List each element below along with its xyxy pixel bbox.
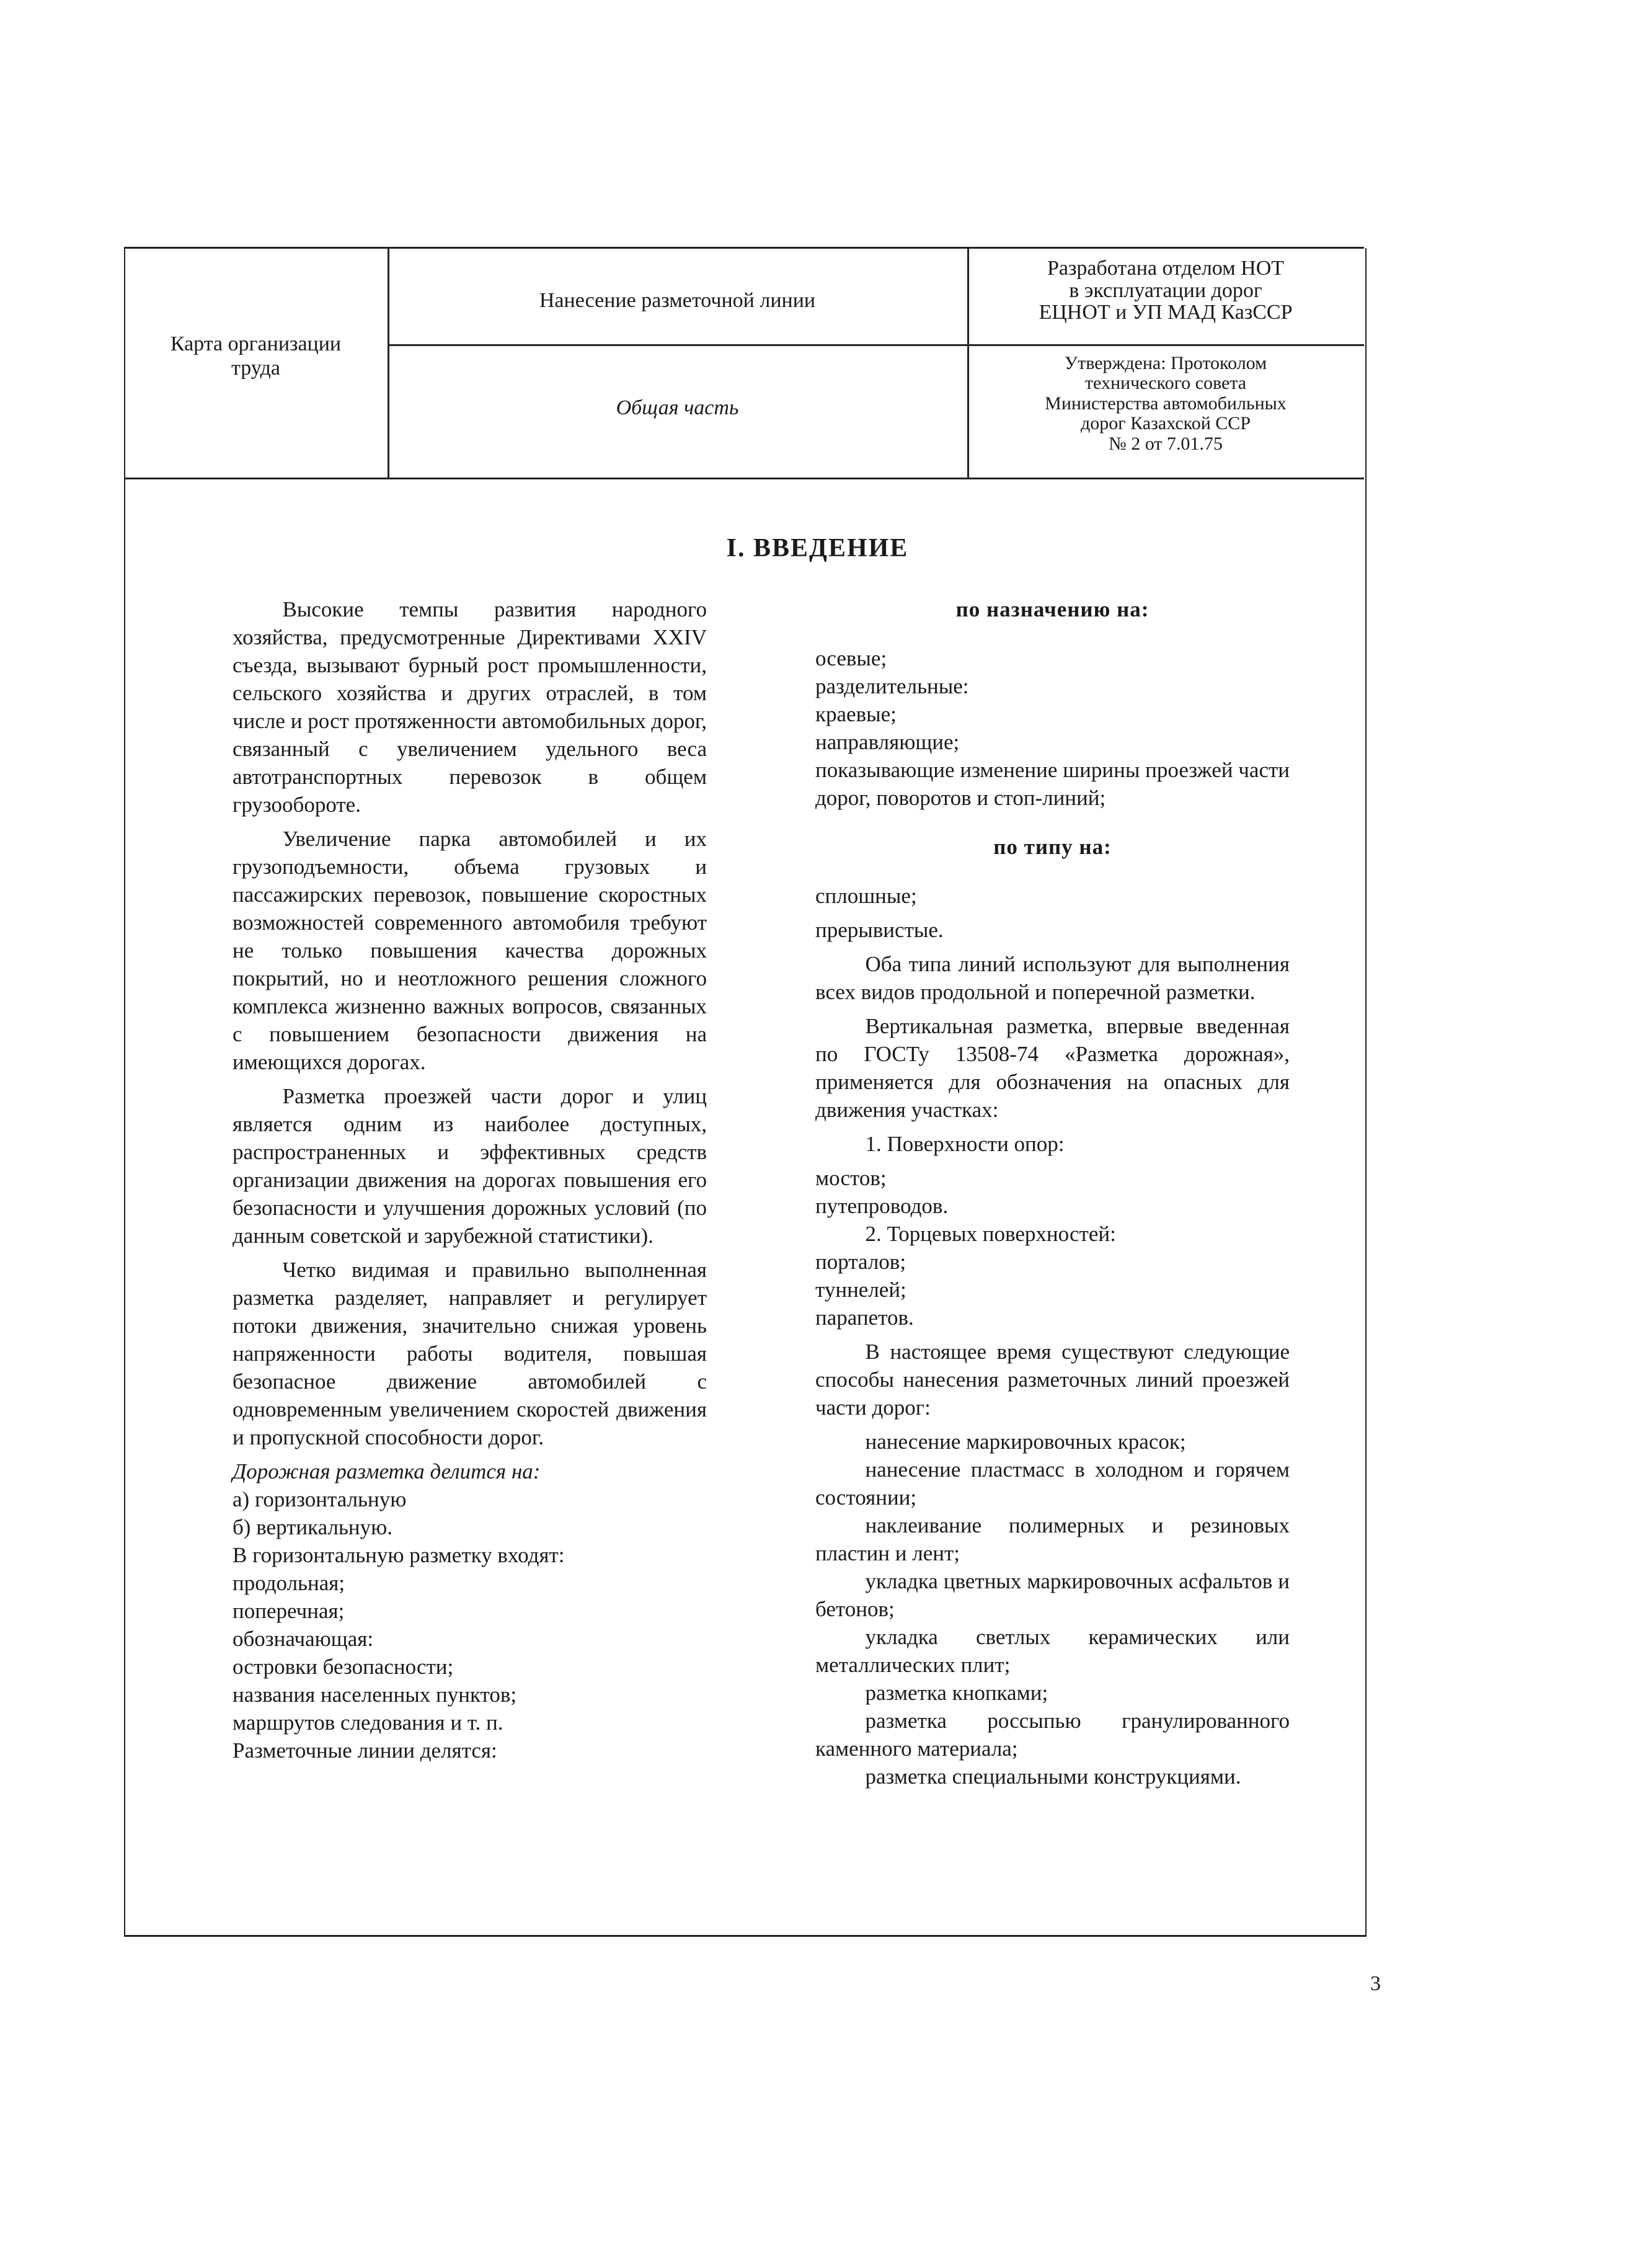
list-item: укладка светлых керамических или металлических плит; (815, 1625, 1290, 1677)
list-item: парапетов. (815, 1305, 914, 1330)
list-item: Разметочные линии делятся: (233, 1738, 497, 1763)
list-item: продольная; (233, 1571, 345, 1595)
list-item: сплошные; (815, 884, 917, 908)
list-item: мостов; (815, 1166, 887, 1190)
list-item: разметка россыпью гранулированного каменного материала; (815, 1709, 1290, 1761)
header-center-top: Нанесение разметочной линии (539, 289, 816, 312)
paragraph: Четко видимая и правильно выполненная разметка разделяет, направляет и регулирует потоки движения, значительно снижая уровень напряженности работы водителя, повышая безопасное движение автомобилей с одновременным увеличением скоростей движения и пропускной способности дорог. (233, 1258, 707, 1449)
header-right-top: Разработана отделом НОТ в эксплуатации дорог ЕЦНОТ и УП МАД КазССР (1039, 257, 1293, 324)
list-item: туннелей; (815, 1278, 906, 1302)
list-item: прерывистые. (815, 918, 944, 942)
header-center-bottom: Общая часть (616, 396, 739, 419)
list-item: разметка специальными конструкциями. (865, 1764, 1241, 1789)
list-item: а) горизонтальную (233, 1487, 407, 1511)
paragraph: В настоящее время существуют следующие способы нанесения разметочных линий проезжей части дорог: (815, 1340, 1290, 1420)
section-subheading: по типу на: (993, 835, 1112, 859)
paragraph: Высокие темпы развития народного хозяйства, предусмотренные Директивами XXIV съезда, вызывают бурный рост промышленности, сельского хозяйства и других отраслей, в том числе и рост протяженности автомобильных дорог, связанный с увеличением удельного веса автотранспортных перевозок в общем грузообороте. (233, 597, 707, 817)
paragraph: Вертикальная разметка, впервые введенная по ГОСТу 13508-74 «Разметка дорожная», применяется для обозначения на опасных для движения участках: (815, 1014, 1290, 1122)
list-item: направляющие; (815, 730, 960, 754)
header-mid-rule (388, 344, 1364, 346)
list-item: б) вертикальную. (233, 1515, 393, 1539)
list-item: путепроводов. (815, 1194, 949, 1218)
list-item: укладка цветных маркировочных асфальтов и бетонов; (815, 1569, 1290, 1621)
left-column (233, 595, 707, 1764)
list-item: осевые; (815, 646, 887, 670)
list-item: В горизонтальную разметку входят: (233, 1543, 565, 1567)
list-item: 1. Поверхности опор: (865, 1132, 1065, 1156)
list-item: разметка кнопками; (865, 1681, 1048, 1705)
list-item: островки безопасности; (233, 1655, 454, 1679)
header-right-bottom: Утверждена: Протоколом технического совета Министерства автомобильных дорог Казахской ССР № 2 от 7.01.75 (1045, 353, 1287, 454)
list-item: нанесение пластмасс в холодном и горячем состоянии; (815, 1457, 1290, 1510)
list-item: Дорожная разметка делится на: (233, 1459, 541, 1483)
list-item: разделительные: (815, 674, 969, 698)
page-title: I. ВВЕДЕНИЕ (726, 534, 909, 563)
page-number: 3 (1370, 1972, 1381, 1995)
list-item: названия населенных пунктов; (233, 1683, 517, 1707)
list-item: нанесение маркировочных красок; (865, 1430, 1186, 1454)
list-item: наклеивание полимерных и резиновых пластин и лент; (815, 1513, 1290, 1565)
list-item: маршрутов следования и т. п. (233, 1710, 503, 1735)
header-divider-2 (967, 248, 969, 479)
list-item: 2. Торцевых поверхностей: (865, 1222, 1116, 1246)
list-item: краевые; (815, 702, 897, 726)
paragraph: Увеличение парка автомобилей и их грузоподъемности, объема грузовых и пассажирских перевозок, повышение скоростных возможностей современного автомобиля требуют не только повышения качества дорожных покрытий, но и неотложного решения сложного комплекса жизненно важных вопросов, связанных с повышением безопасности движения на имеющихся дорогах. (233, 827, 707, 1074)
list-item: обозначающая: (233, 1627, 374, 1651)
header-bottom-rule (124, 478, 1364, 479)
header-divider-1 (388, 248, 389, 479)
list-item: поперечная; (233, 1599, 345, 1623)
right-column (815, 595, 1290, 1790)
paragraph: Оба типа линий используют для выполнения всех видов продольной и поперечной разметки. (815, 952, 1290, 1004)
header-left-label: Карта организации труда (170, 332, 342, 380)
paragraph: Разметка проезжей части дорог и улиц является одним из наиболее доступных, распространенных и эффективных средств организации движения на дорогах повышения его безопасности и улучшения дорожных условий (по данным советской и зарубежной статистики). (233, 1084, 707, 1248)
list-item: показывающие изменение ширины проезжей части дорог, поворотов и стоп-линий; (815, 758, 1290, 810)
section-subheading: по назначению на: (955, 597, 1150, 621)
list-item: порталов; (815, 1250, 906, 1274)
